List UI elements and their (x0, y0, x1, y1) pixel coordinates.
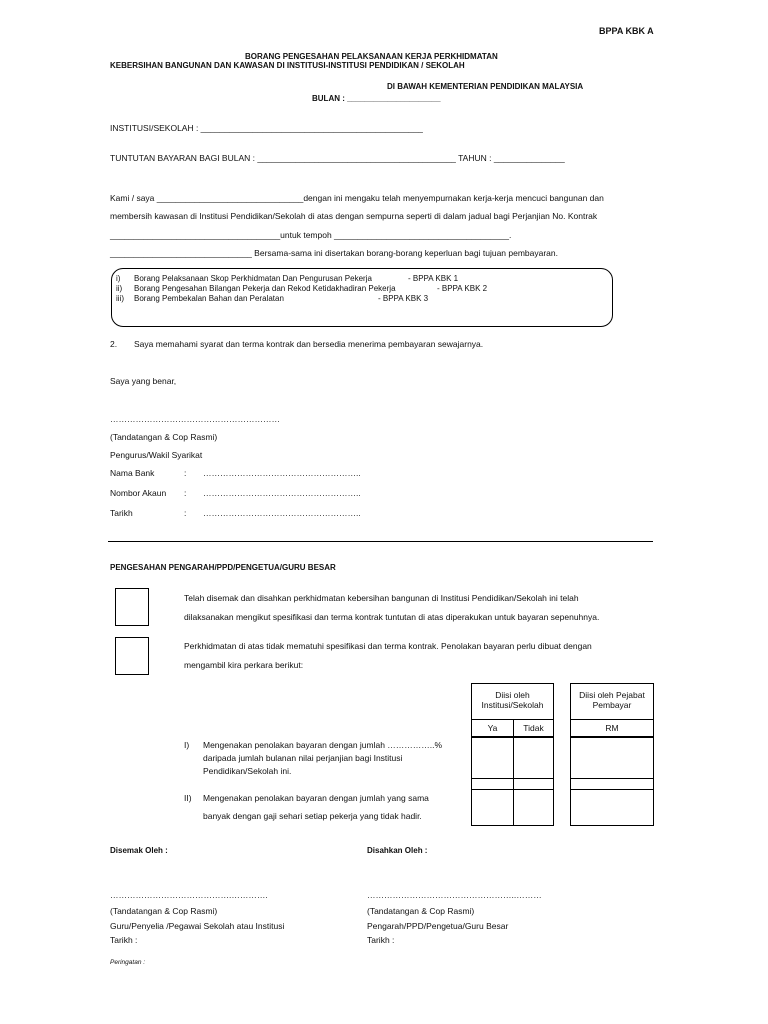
col-header-pejabat-label: Diisi oleh Pejabat Pembayar (579, 690, 645, 710)
attachment-text: Borang Pembekalan Bahan dan Peralatan (134, 294, 284, 303)
item1-line2: daripada jumlah bulanan nilai perjanjian bagi Institusi (203, 753, 403, 763)
item2-rm-cell[interactable] (570, 789, 654, 826)
col-rm-label: RM (605, 723, 619, 733)
point2-num: 2. (110, 339, 118, 349)
declaration-line4: ______________________________ Bersama-sama ini disertakan borang-borang keperluan bagi tujuan pembayaran. (110, 248, 559, 258)
role-left: Guru/Penyelia /Pegawai Sekolah atau Institusi (110, 921, 285, 931)
nama-bank-field[interactable]: ……………………………………………….. (203, 468, 361, 478)
colon: : (184, 508, 187, 518)
tarikh-label: Tarikh (110, 508, 133, 518)
item2-tidak-cell[interactable] (513, 789, 554, 826)
form-title-line3: DI BAWAH KEMENTERIAN PENDIDIKAN MALAYSIA (387, 82, 584, 91)
section-divider (108, 541, 653, 542)
tarikh-field[interactable]: ……………………………………………….. (203, 508, 361, 518)
attachment-text: Borang Pengesahan Bilangan Pekerja dan Rekod Ketidakhadiran Pekerja (134, 284, 396, 293)
signature-line-right[interactable]: ……………………………………………..……… (367, 890, 542, 900)
signature-caption: (Tandatangan & Cop Rasmi) (110, 432, 218, 442)
form-title-line2: KEBERSIHAN BANGUNAN DAN KAWASAN DI INSTITUSI-INSTITUSI PENDIDIKAN / SEKOLAH (110, 61, 465, 70)
signature-line-left[interactable]: …………………………………….…………. (110, 890, 268, 900)
declaration-line1: Kami / saya _______________________________dengan ini mengaku telah menyempurnakan kerja-kerja mencuci bangunan dan (110, 193, 604, 203)
option2-checkbox[interactable] (115, 637, 149, 675)
item2-line2: banyak dengan gaji sehari setiap pekerja yang tidak hadir. (203, 811, 422, 821)
item2-line1: Mengenakan penolakan bayaran dengan jumlah yang sama (203, 793, 429, 803)
saya-yang-benar: Saya yang benar, (110, 376, 177, 386)
attachment-text: Borang Pelaksanaan Skop Perkhidmatan Dan Pengurusan Pekerja (134, 274, 372, 283)
bulan-field[interactable]: BULAN : _____________________ (312, 94, 441, 103)
tuntutan-field[interactable]: TUNTUTAN BAYARAN BAGI BULAN : __________________________________________ TAHUN : _______________ (110, 153, 565, 163)
item1-ya-cell[interactable] (471, 737, 514, 779)
attachment-num: ii) (116, 284, 123, 293)
item1-num: I) (184, 740, 190, 750)
item1-tidak-cell[interactable] (513, 737, 554, 779)
signature-caption-left: (Tandatangan & Cop Rasmi) (110, 906, 218, 916)
item2-num: II) (184, 793, 192, 803)
signature-line[interactable]: …………………………………………………… (110, 414, 280, 424)
item2-ya-cell[interactable] (471, 789, 514, 826)
option1-checkbox[interactable] (115, 588, 149, 626)
form-code: BPPA KBK A (599, 26, 654, 36)
declaration-line3: ____________________________________untuk tempoh _____________________________________. (110, 230, 512, 240)
disemak-label: Disemak Oleh : (110, 846, 168, 855)
option1-line1: Telah disemak dan disahkan perkhidmatan kebersihan bangunan di Institusi Pendidikan/Sekolah ini telah (184, 593, 579, 603)
signature-caption-right: (Tandatangan & Cop Rasmi) (367, 906, 475, 916)
institusi-field[interactable]: INSTITUSI/SEKOLAH : _______________________________________________ (110, 123, 423, 133)
attachment-code: - BPPA KBK 2 (437, 284, 488, 293)
declaration-line2: membersih kawasan di Institusi Pendidikan/Sekolah di atas dengan sempurna seperti di dalam jadual bagi Perjanjian No. Kontrak (110, 211, 598, 221)
tarikh-left[interactable]: Tarikh : (110, 935, 138, 945)
attachment-num: i) (116, 274, 121, 283)
item1-line3: Pendidikan/Sekolah ini. (203, 766, 292, 776)
point2-text: Saya memahami syarat dan terma kontrak dan bersedia menerima pembayaran sewajarnya. (134, 339, 484, 349)
option1-line2: dilaksanakan mengikut spesifikasi dan terma kontrak tuntutan di atas diperakukan untuk bayaran sepenuhnya. (184, 612, 600, 622)
colon: : (184, 468, 187, 478)
col-ya-label: Ya (487, 723, 498, 733)
attachment-code: - BPPA KBK 1 (408, 274, 459, 283)
role-right: Pengarah/PPD/Pengetua/Guru Besar (367, 921, 509, 931)
attachment-num: iii) (116, 294, 124, 303)
option2-line1: Perkhidmatan di atas tidak mematuhi spesifikasi dan terma kontrak. Penolakan bayaran perlu dibuat dengan (184, 641, 592, 651)
col-header-institusi-label: Diisi oleh Institusi/Sekolah (481, 690, 544, 710)
pengesahan-heading: PENGESAHAN PENGARAH/PPD/PENGETUA/GURU BESAR (110, 563, 336, 572)
option2-line2: mengambil kira perkara berikut: (184, 660, 304, 670)
colon: : (184, 488, 187, 498)
signatory-role: Pengurus/Wakil Syarikat (110, 450, 203, 460)
disahkan-label: Disahkan Oleh : (367, 846, 428, 855)
nombor-akaun-field[interactable]: ……………………………………………….. (203, 488, 361, 498)
attachment-code: - BPPA KBK 3 (378, 294, 429, 303)
nama-bank-label: Nama Bank (110, 468, 155, 478)
peringatan-note: Peringatan : (110, 959, 146, 966)
tarikh-right[interactable]: Tarikh : (367, 935, 395, 945)
col-tidak-label: Tidak (523, 723, 544, 733)
item1-line1: Mengenakan penolakan bayaran dengan jumlah ……………..% (203, 740, 443, 750)
nombor-akaun-label: Nombor Akaun (110, 488, 167, 498)
item1-rm-cell[interactable] (570, 737, 654, 779)
form-title-line1: BORANG PENGESAHAN PELAKSANAAN KERJA PERKHIDMATAN (245, 52, 498, 61)
